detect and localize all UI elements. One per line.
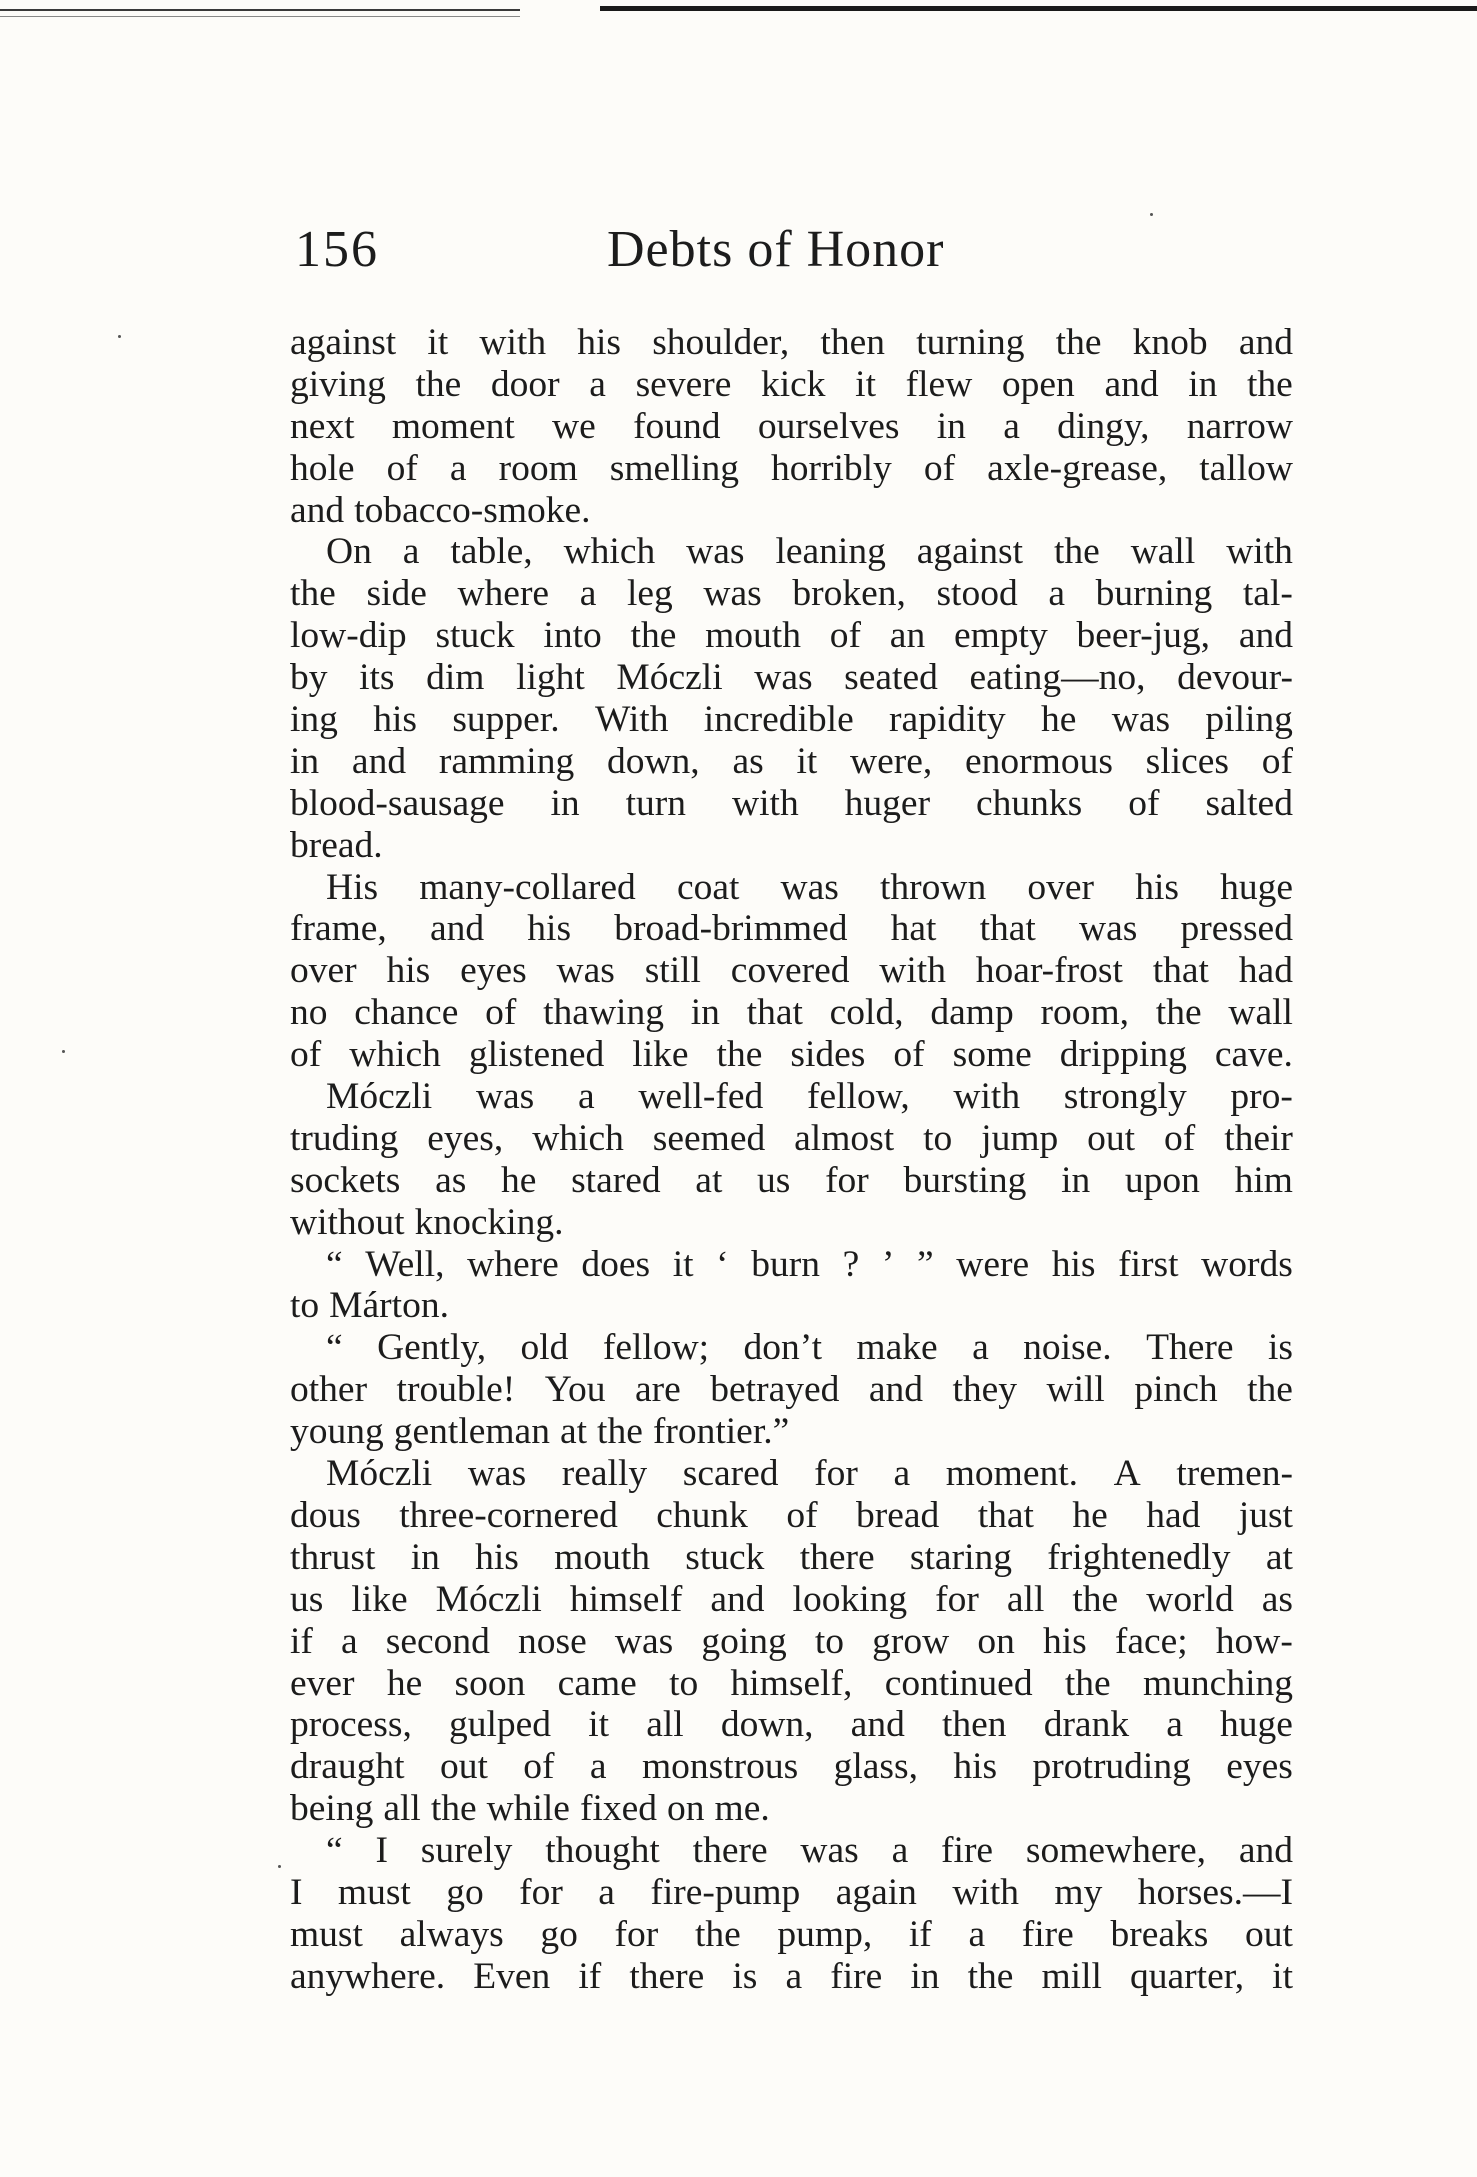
text-line: anywhere. Even if there is a fire in the mill quarter, it [290, 1955, 1293, 1997]
speck [118, 335, 121, 338]
text-line: process, gulped it all down, and then drank a huge [290, 1704, 1293, 1746]
text-line: and tobacco-smoke. [290, 489, 591, 531]
text-line: young gentleman at the frontier.” [290, 1411, 790, 1453]
text-line: sockets as he stared at us for bursting in upon him [290, 1159, 1293, 1201]
page-number: 156 [295, 221, 379, 278]
text-line: truding eyes, which seemed almost to jump out of their [290, 1117, 1293, 1159]
text-line: to Márton. [290, 1285, 449, 1327]
text-line: over his eyes was still covered with hoar-frost that had [290, 950, 1293, 992]
text-line: if a second nose was going to grow on his face; how- [290, 1620, 1293, 1662]
text-line: the side where a leg was broken, stood a burning tal- [290, 573, 1293, 615]
running-title: Debts of Honor [607, 221, 945, 278]
text-line: thrust in his mouth stuck there staring frightenedly at [290, 1536, 1293, 1578]
text-line: low-dip stuck into the mouth of an empty beer-jug, and [290, 615, 1293, 657]
text-line: ever he soon came to himself, continued the munching [290, 1662, 1293, 1704]
text-line: against it with his shoulder, then turning the knob and [290, 322, 1293, 363]
text-line: other trouble! You are betrayed and they will pinch the [290, 1369, 1293, 1411]
text-line: giving the door a severe kick it flew open and in the [290, 363, 1293, 405]
text-line: by its dim light Móczli was seated eating—no, devour- [290, 657, 1293, 699]
text-line: Móczli was really scared for a moment. A tremen- [326, 1453, 1293, 1495]
top-edge-rule-left [0, 9, 520, 11]
text-line: “ I surely thought there was a fire somewhere, and [326, 1830, 1293, 1872]
text-line: ing his supper. With incredible rapidity he was piling [290, 699, 1293, 741]
text-line: On a table, which was leaning against the wall with [326, 531, 1293, 573]
text-line: I must go for a fire-pump again with my horses.—I [290, 1871, 1293, 1913]
page-header [295, 220, 1295, 300]
body-text [290, 322, 1293, 1998]
text-line: without knocking. [290, 1201, 564, 1243]
text-line: hole of a room smelling horribly of axle-grease, tallow [290, 447, 1293, 489]
text-line: us like Móczli himself and looking for all the world as [290, 1578, 1293, 1620]
text-line: next moment we found ourselves in a dingy, narrow [290, 405, 1293, 447]
text-line: being all the while fixed on me. [290, 1788, 770, 1830]
text-line: draught out of a monstrous glass, his protruding eyes [290, 1746, 1293, 1788]
speck [62, 1050, 65, 1053]
text-line: no chance of thawing in that cold, damp room, the wall [290, 992, 1293, 1034]
speck [278, 1865, 281, 1868]
speck [1150, 213, 1153, 216]
text-line: blood-sausage in turn with huger chunks of salted [290, 782, 1293, 824]
text-line: bread. [290, 824, 383, 866]
text-line: must always go for the pump, if a fire breaks out [290, 1913, 1293, 1955]
text-line: frame, and his broad-brimmed hat that was pressed [290, 908, 1293, 950]
text-line: in and ramming down, as it were, enormous slices of [290, 740, 1293, 782]
top-edge-rule-thin [0, 16, 520, 17]
text-line: His many-collared coat was thrown over his huge [326, 866, 1293, 908]
text-line: “ Gently, old fellow; don’t make a noise. There is [326, 1327, 1293, 1369]
top-edge-rule-right [600, 6, 1477, 11]
text-line: dous three-cornered chunk of bread that he had just [290, 1494, 1293, 1536]
text-line: Móczli was a well-fed fellow, with strongly pro- [326, 1076, 1293, 1118]
text-line: “ Well, where does it ‘ burn ? ’ ” were his first words [326, 1243, 1293, 1285]
text-line: of which glistened like the sides of some dripping cave. [290, 1034, 1293, 1076]
